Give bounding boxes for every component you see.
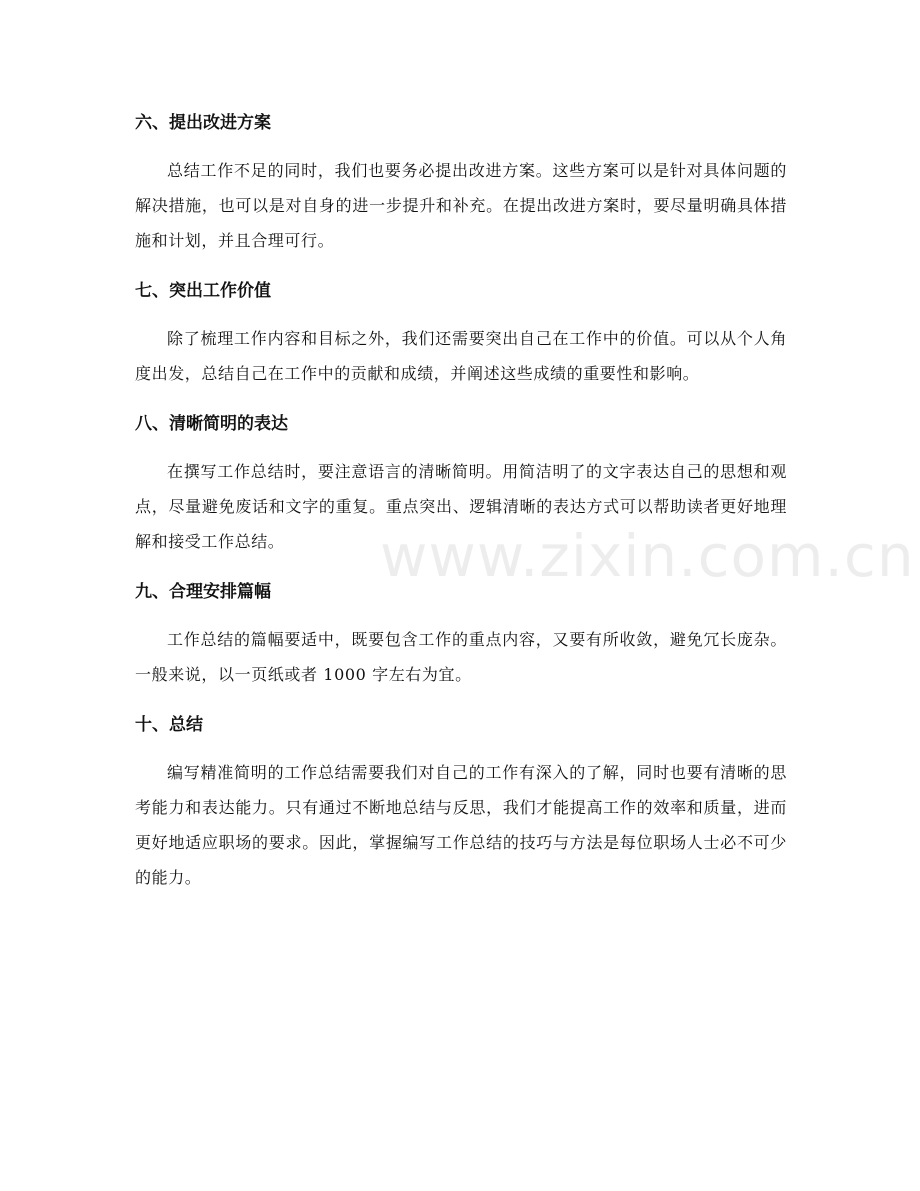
section-paragraph: 编写精准简明的工作总结需要我们对自己的工作有深入的了解，同时也要有清晰的思考能力和表达能力。只有通过不断地总结与反思，我们才能提高工作的效率和质量，进而更好地适应职场的要求。因此，掌握编写工作总结的技巧与方法是每位职场人士必不可少的能力。 [135,763,787,887]
watermark-text: www.zixin.com.cn [380,522,915,590]
section-10 [135,706,787,895]
section-heading: 八、清晰简明的表达 [135,414,288,434]
section-6 [135,104,787,258]
section-paragraph: 工作总结的篇幅要适中，既要包含工作的重点内容，又要有所收敛，避免冗长庞杂。一般来说，以一页纸或者 1000 字左右为宜。 [135,630,787,684]
section-paragraph: 在撰写工作总结时，要注意语言的清晰简明。用简洁明了的文字表达自己的思想和观点，尽量避免废话和文字的重复。重点突出、逻辑清晰的表达方式可以帮助读者更好地理解和接受工作总结。 [135,462,787,551]
section-9 [135,573,787,692]
document-body [135,104,787,909]
section-paragraph: 总结工作不足的同时，我们也要务必提出改进方案。这些方案可以是针对具体问题的解决措施，也可以是对自身的进一步提升和补充。在提出改进方案时，要尽量明确具体措施和计划，并且合理可行。 [135,161,787,250]
section-heading: 六、提出改进方案 [135,113,271,133]
section-8 [135,405,787,559]
section-7 [135,272,787,391]
section-heading: 九、合理安排篇幅 [135,582,271,602]
section-paragraph: 除了梳理工作内容和目标之外，我们还需要突出自己在工作中的价值。可以从个人角度出发，总结自己在工作中的贡献和成绩，并阐述这些成绩的重要性和影响。 [135,329,787,383]
section-heading: 七、突出工作价值 [135,281,271,301]
section-heading: 十、总结 [135,715,203,735]
